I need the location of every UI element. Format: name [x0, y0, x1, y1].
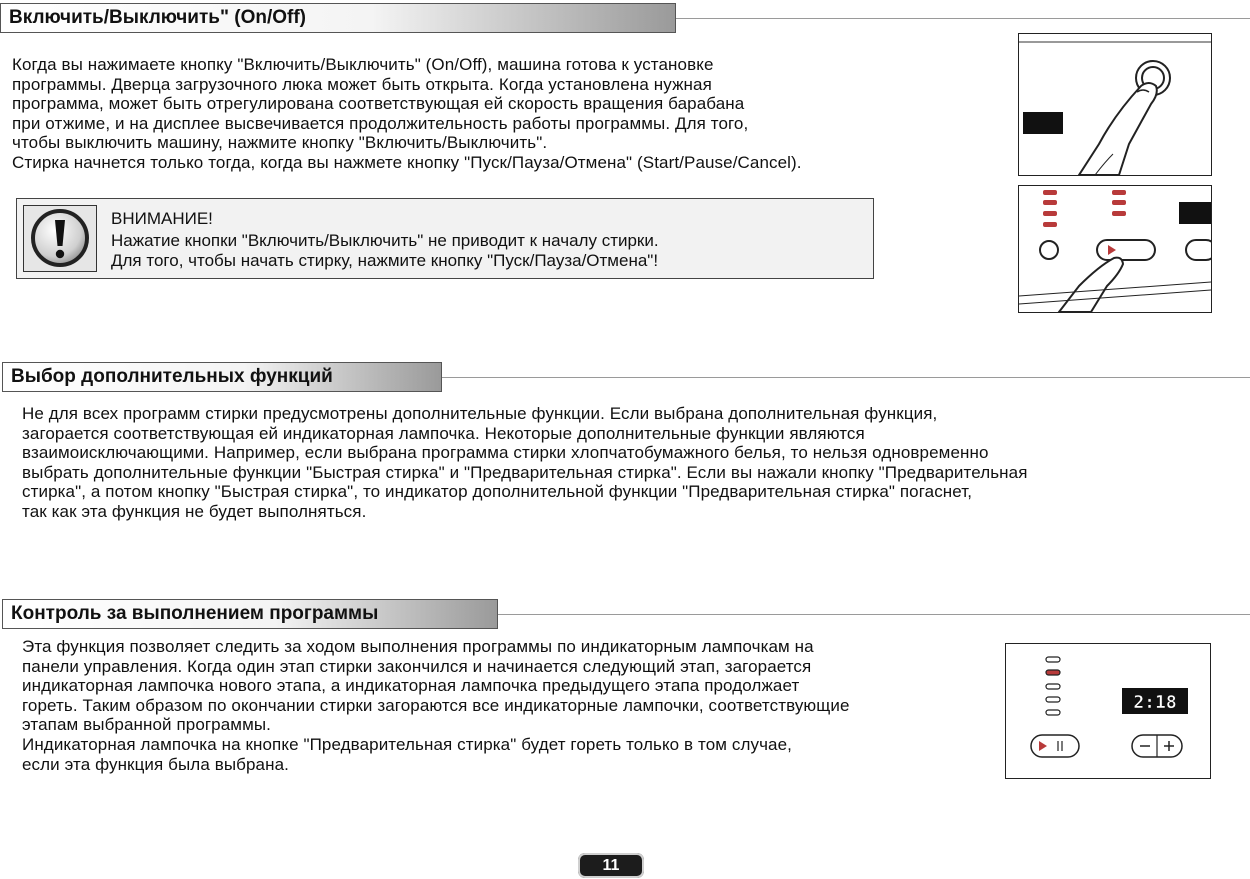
text-line: Когда вы нажимаете кнопку "Включить/Выключить" (On/Off), машина готова к установке [12, 55, 714, 74]
text-line: гореть. Таким образом по окончании стирки загораются все индикаторные лампочки, соответствующие [22, 695, 850, 715]
section-title: Включить/Выключить" (On/Off) [9, 7, 307, 28]
on-off-paragraph [12, 55, 802, 173]
text-line: Не для всех программ стирки предусмотрены дополнительные функции. Если выбрана дополнительная функция, [22, 404, 938, 423]
text-line: Эта функция позволяет следить за ходом выполнения программы по индикаторным лампочкам на [22, 637, 814, 656]
text-line: программа, может быть отрегулирована соответствующая ей скорость вращения барабана [12, 94, 745, 114]
text-line: если эта функция была выбрана. [22, 754, 289, 774]
header-rule [498, 614, 1250, 615]
warning-icon-frame [23, 205, 97, 272]
text-line: так как эта функция не будет выполняться. [22, 501, 367, 521]
warning-box [16, 198, 874, 279]
text-line: стирка", а потом кнопку "Быстрая стирка", то индикатор дополнительной функции "Предварительная стирка" погаснет, [22, 482, 973, 502]
text-line: программы. Дверца загрузочного люка может быть открыта. Когда установлена нужная [12, 74, 712, 94]
warning-line: Нажатие кнопки "Включить/Выключить" не приводит к началу стирки. [111, 231, 659, 250]
text-line: чтобы выключить машину, нажмите кнопку "Включить/Выключить". [12, 133, 548, 153]
section-header-extra-functions [2, 362, 442, 392]
text-line: Стирка начнется только тогда, когда вы нажмете кнопку "Пуск/Пауза/Отмена" (Start/Pause/Cancel). [12, 152, 802, 172]
control-panel-illustration [1005, 643, 1211, 779]
section-title: Выбор дополнительных функций [11, 366, 333, 387]
on-off-illustration [1018, 33, 1212, 176]
extra-functions-paragraph [22, 404, 1028, 522]
text-line: индикаторная лампочка нового этапа, а индикаторная лампочка предыдущего этапа продолжает [22, 676, 800, 696]
warning-line: Для того, чтобы начать стирку, нажмите кнопку "Пуск/Пауза/Отмена"! [111, 251, 659, 270]
start-button-illustration [1018, 185, 1212, 313]
program-control-paragraph [22, 637, 850, 774]
text-line: при отжиме, и на дисплее высвечивается продолжительность работы программы. Для того, [12, 113, 749, 133]
text-line: этапам выбранной программы. [22, 715, 272, 735]
section-title: Контроль за выполнением программы [11, 603, 379, 624]
text-line: панели управления. Когда один этап стирки закончился и начинается следующий этап, загорается [22, 656, 812, 676]
text-line: загорается соответствующая ей индикаторная лампочка. Некоторые дополнительные функции являются [22, 423, 865, 443]
text-line: выбрать дополнительные функции "Быстрая стирка" и "Предварительная стирка". Если вы нажали кнопку "Предварительная [22, 462, 1028, 482]
display-readout: 2:18 [1133, 692, 1177, 713]
section-header-program-control [2, 599, 498, 629]
exclamation-icon [24, 206, 96, 271]
section-header-on-off [0, 3, 676, 33]
text-line: взаимоисключающими. Например, если выбрана программа стирки хлопчатобумажного белья, то нельзя одновременно [22, 443, 989, 463]
warning-title: ВНИМАНИЕ! [111, 209, 213, 228]
text-line: Индикаторная лампочка на кнопке "Предварительная стирка" будет гореть только в том случае, [22, 734, 792, 754]
header-rule [676, 18, 1250, 19]
page-number: 11 [578, 853, 644, 878]
header-rule [442, 377, 1250, 378]
